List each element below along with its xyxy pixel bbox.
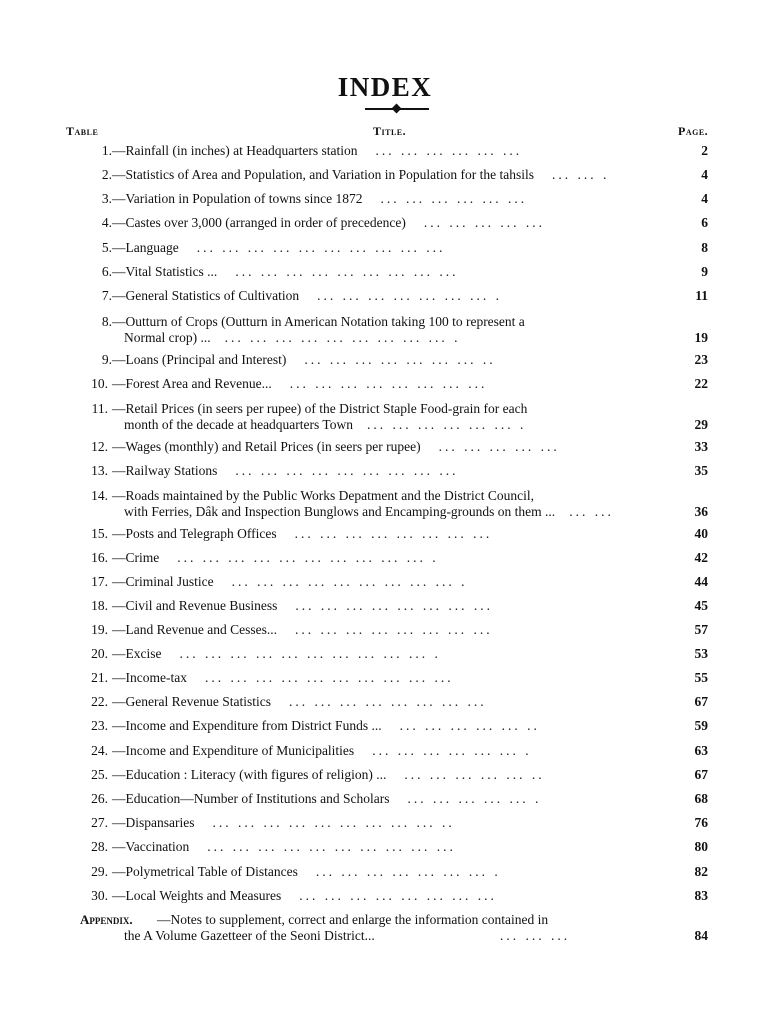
entry-number: 19. [91, 622, 108, 637]
leader-dots: ... ... ... ... ... ... ... ... ... [235, 264, 459, 279]
entry-page: 29 [694, 417, 708, 432]
entry-title: —Outturn of Crops (Outturn in American Notation taking 100 to represent a [112, 314, 525, 329]
entry-number: 28. [91, 839, 108, 854]
appendix-text-continued: the A Volume Gazetteer of the Seoni District... [124, 928, 375, 943]
entry-number: 18. [91, 598, 108, 613]
entry-page: 19 [694, 330, 708, 345]
entry-title: —Rainfall (in inches) at Headquarters station [112, 143, 358, 158]
entry-number: 5. [101, 240, 112, 255]
leader-dots: ... ... ... ... ... ... ... ... [294, 526, 493, 541]
entry-number: 25. [91, 767, 108, 782]
entry-title: —Excise [112, 646, 162, 661]
leader-dots: ... ... . [551, 167, 610, 182]
entry-page: 22 [694, 376, 708, 391]
header-title: Title. [373, 124, 407, 138]
entry-number: 13. [91, 463, 108, 478]
entry-title: —Variation in Population of towns since 1872 [112, 191, 363, 206]
entry-number: 14. [91, 488, 108, 503]
entry-number: 1. [101, 143, 112, 158]
entry-title: —Dispansaries [112, 815, 195, 830]
entry-number: 23. [91, 718, 108, 733]
entry-title: —Retail Prices (in seers per rupee) of the District Staple Food-grain for each [112, 401, 528, 416]
entry-page: 23 [694, 352, 708, 367]
entry-page: 80 [694, 839, 708, 854]
leader-dots: ... ... [569, 504, 614, 519]
entry-number: 10. [91, 376, 108, 391]
entry-page: 4 [701, 167, 708, 182]
entry-title-continued: Normal crop) ... [124, 330, 211, 345]
entry-title: —Income and Expenditure from District Funds ... [112, 718, 382, 733]
leader-dots: ... ... ... ... ... [438, 439, 560, 454]
entry-page: 53 [694, 646, 708, 661]
leader-dots: ... ... ... ... ... [423, 215, 545, 230]
entry-page: 57 [694, 622, 708, 637]
leader-dots: ... ... ... ... ... ... ... ... ... ... [207, 839, 456, 854]
leader-dots: ... ... ... ... ... ... ... ... ... ... . [179, 646, 441, 661]
entry-title: —Income-tax [112, 670, 187, 685]
entry-number: 2. [101, 167, 112, 182]
leader-dots: ... ... ... ... ... ... ... ... [288, 694, 487, 709]
entry-page: 35 [694, 463, 708, 478]
leader-dots: ... ... ... ... ... ... ... ... ... . [231, 574, 468, 589]
entry-title: —Education : Literacy (with figures of religion) ... [112, 767, 387, 782]
entry-number: 30. [91, 888, 108, 903]
entry-number: 6. [101, 264, 112, 279]
entry-number: 3. [101, 191, 112, 206]
leader-dots: ... ... ... ... ... ... ... ... [289, 376, 488, 391]
entry-number: 4. [101, 215, 112, 230]
entry-page: 6 [701, 215, 708, 230]
entry-number: 11. [91, 401, 108, 416]
entry-page: 67 [694, 767, 708, 782]
entry-title: —Language [112, 240, 179, 255]
leader-dots: ... ... ... ... ... ... ... ... ... [235, 463, 459, 478]
entry-title: —Loans (Principal and Interest) [112, 352, 287, 367]
entry-title-continued: with Ferries, Dâk and Inspection Bunglows and Encamping-grounds on them ... [124, 504, 556, 519]
entry-number: 26. [91, 791, 108, 806]
entry-title: —Forest Area and Revenue... [112, 376, 272, 391]
appendix-label: Appendix. [80, 912, 133, 927]
entry-title: —Vital Statistics ... [112, 264, 218, 279]
leader-dots: ... ... ... ... ... .. [399, 718, 540, 733]
leader-dots: ... ... ... ... ... ... ... . [315, 864, 501, 879]
entry-number: 17. [91, 574, 108, 589]
leader-dots: ... ... ... ... ... .. [404, 767, 545, 782]
leader-dots: ... ... ... ... ... ... ... ... ... ... [204, 670, 454, 685]
leader-dots: ... ... ... ... ... ... ... .. [304, 352, 496, 367]
entry-page: 40 [694, 526, 708, 541]
leader-dots: ... ... ... ... ... ... ... ... ... ... [196, 240, 446, 255]
entry-page: 2 [701, 143, 708, 158]
leader-dots: ... ... ... ... ... ... ... ... ... ... . [177, 550, 439, 565]
entry-title: —General Revenue Statistics [112, 694, 271, 709]
entry-number: 29. [91, 864, 108, 879]
entry-page: 55 [694, 670, 708, 685]
entry-number: 15. [91, 526, 108, 541]
entry-page: 44 [694, 574, 708, 589]
entry-title: —Roads maintained by the Public Works Depatment and the District Council, [112, 488, 534, 503]
entry-title: —Income and Expenditure of Municipalities [112, 743, 355, 758]
leader-dots: ... ... ... ... ... ... [380, 191, 528, 206]
entry-title: —Criminal Justice [112, 574, 214, 589]
entry-page: 11 [695, 288, 708, 303]
entry-page: 36 [694, 504, 708, 519]
leader-dots: ... ... ... ... ... ... ... ... [299, 888, 497, 903]
entry-number: 7. [101, 288, 112, 303]
entry-page: 8 [701, 240, 708, 255]
entry-title: —Statistics of Area and Population, and Variation in Population for the tahsils [112, 167, 534, 182]
entry-title: —Vaccination [112, 839, 190, 854]
entry-title: —Local Weights and Measures [112, 888, 282, 903]
header-page: Page. [678, 124, 709, 138]
appendix-text: —Notes to supplement, correct and enlarge the information contained in [157, 912, 549, 927]
leader-dots: ... ... ... ... ... ... . [366, 417, 527, 432]
entry-title: —Polymetrical Table of Distances [112, 864, 298, 879]
leader-dots: ... ... ... ... ... ... . [372, 743, 532, 758]
entry-title: —Crime [112, 550, 160, 565]
entry-page: 33 [694, 439, 708, 454]
leader-dots: ... ... ... ... ... . [407, 791, 542, 806]
entry-page: 4 [701, 191, 708, 206]
leader-dots: ... ... ... ... ... ... ... . [317, 288, 502, 303]
entry-title-continued: month of the decade at headquarters Town [124, 417, 353, 432]
entry-number: 9. [101, 352, 112, 367]
entry-page: 82 [694, 864, 708, 879]
entry-number: 12. [91, 439, 108, 454]
leader-dots: ... ... ... ... ... ... [375, 143, 523, 158]
leader-dots: ... ... ... ... ... ... ... ... [294, 622, 493, 637]
entry-page: 67 [694, 694, 708, 709]
entry-title: —Land Revenue and Cesses... [112, 622, 277, 637]
entry-title: —Castes over 3,000 (arranged in order of precedence) [112, 215, 406, 230]
entry-page: 76 [694, 815, 708, 830]
leader-dots: ... ... ... ... ... ... ... ... ... . [224, 330, 461, 345]
entry-number: 22. [91, 694, 108, 709]
entry-number: 24. [91, 743, 108, 758]
entry-number: 20. [91, 646, 108, 661]
entry-page: 68 [694, 791, 708, 806]
entry-page: 9 [701, 264, 708, 279]
entry-page: 83 [694, 888, 708, 903]
entry-title: —Wages (monthly) and Retail Prices (in seers per rupee) [112, 439, 421, 454]
entry-page: 59 [694, 718, 708, 733]
entry-number: 16. [91, 550, 108, 565]
entry-title: —Railway Stations [112, 463, 218, 478]
entry-title: —Civil and Revenue Business [112, 598, 278, 613]
entry-title: —Posts and Telegraph Offices [112, 526, 277, 541]
entry-number: 21. [91, 670, 108, 685]
appendix-page: 84 [694, 928, 708, 943]
entry-number: 27. [91, 815, 108, 830]
leader-dots: ... ... ... [500, 928, 571, 943]
leader-dots: ... ... ... ... ... ... ... ... [295, 598, 493, 613]
entry-title: —Education—Number of Institutions and Scholars [112, 791, 390, 806]
entry-page: 63 [694, 743, 708, 758]
entry-page: 45 [694, 598, 708, 613]
entry-page: 42 [694, 550, 708, 565]
leader-dots: ... ... ... ... ... ... ... ... ... .. [212, 815, 455, 830]
page-title: INDEX [337, 72, 433, 102]
entry-number: 8. [101, 314, 112, 329]
entry-title: —General Statistics of Cultivation [112, 288, 300, 303]
header-table: Table [66, 124, 99, 138]
